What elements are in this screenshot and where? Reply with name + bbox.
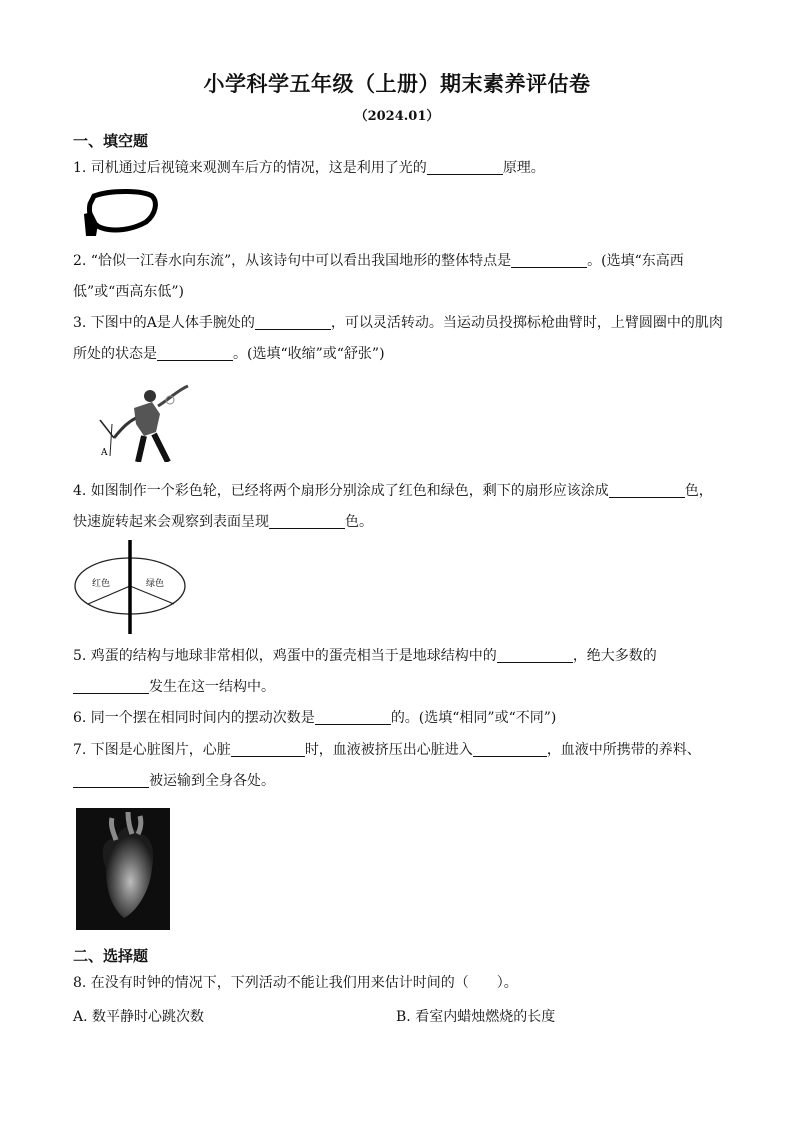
section-multiple-choice: 二、选择题 [73, 947, 149, 965]
rearview-mirror-figure [80, 188, 160, 242]
q6-text-end: 的。(选填“相同”或“不同”) [390, 710, 557, 726]
answer-blank[interactable] [427, 158, 503, 175]
javelin-thrower-figure [98, 380, 190, 462]
q3-text-mid: ，可以灵活转动。当运动员投掷标枪曲臂时，上臂圆圈中的肌肉所处的状态是 [73, 315, 723, 362]
answer-blank[interactable] [473, 740, 547, 757]
q7-text-mid1: 时，血液被挤压出心脏进入 [304, 742, 473, 758]
q4-text-end: 色。 [345, 514, 373, 530]
answer-blank[interactable] [73, 677, 149, 694]
answer-blank[interactable] [255, 313, 331, 330]
q4-text-mid: 色，快速旋转起来会观察到表面呈现 [73, 483, 713, 530]
q5-text: 5. 鸡蛋的结构与地球非常相似，鸡蛋中的蛋壳相当于是地球结构中的 [73, 648, 497, 664]
q7-text-end: 被运输到全身各处。 [149, 773, 275, 789]
answer-blank[interactable] [73, 771, 149, 788]
color-wheel-figure [70, 540, 190, 636]
q1-text: 1. 司机通过后视镜来观测车后方的情况，这是利用了光的 [73, 160, 427, 176]
heart-photo-figure [76, 808, 170, 930]
sector-label-green: 绿色 [146, 579, 165, 589]
option-a[interactable]: A. 数平静时心跳次数 [73, 1009, 205, 1025]
q2-text-end: 。(选填“东高西低”或“西高东低”) [73, 253, 684, 300]
question-6 [73, 703, 723, 734]
answer-blank[interactable] [315, 708, 391, 725]
q5-text-end: 发生在这一结构中。 [149, 679, 275, 695]
option-b[interactable]: B. 看室内蜡烛燃烧的长度 [396, 1009, 556, 1025]
section-fill-in: 一、填空题 [73, 132, 149, 150]
question-8: 8. 在没有时钟的情况下，下列活动不能让我们用来估计时间的（ ）。 [73, 975, 518, 991]
answer-blank[interactable] [157, 344, 233, 361]
question-5 [73, 641, 723, 703]
question-3 [73, 308, 723, 370]
sector-label-red: 红色 [92, 579, 111, 589]
question-1 [73, 153, 723, 184]
q7-text: 7. 下图是心脏图片，心脏 [73, 742, 231, 758]
question-7 [73, 735, 723, 797]
q1-text-end: 原理。 [502, 160, 545, 176]
q6-text: 6. 同一个摆在相同时间内的摆动次数是 [73, 710, 315, 726]
q2-text: 2. “恰似一江春水向东流”，从该诗句中可以看出我国地形的整体特点是 [73, 253, 512, 269]
q4-text: 4. 如图制作一个彩色轮，已经将两个扇形分别涂成了红色和绿色，剩下的扇形应该涂成 [73, 483, 609, 499]
exam-date: （2024.01） [354, 109, 440, 124]
page-title: 小学科学五年级（上册）期末素养评估卷 [203, 71, 591, 96]
answer-blank[interactable] [497, 646, 573, 663]
q3-text-end: 。(选填“收缩”或“舒张”) [233, 346, 385, 362]
question-2 [73, 246, 723, 308]
question-4 [73, 476, 723, 538]
q3-text: 3. 下图中的A是人体手腕处的 [73, 315, 255, 331]
q5-text-mid: ，绝大多数的 [572, 648, 657, 664]
q7-text-mid2: ，血液中所携带的养料、 [546, 742, 701, 758]
figure-label-a: A [101, 448, 108, 458]
answer-blank[interactable] [511, 251, 587, 268]
answer-blank[interactable] [609, 481, 685, 498]
answer-blank[interactable] [231, 740, 305, 757]
answer-blank[interactable] [269, 512, 345, 529]
